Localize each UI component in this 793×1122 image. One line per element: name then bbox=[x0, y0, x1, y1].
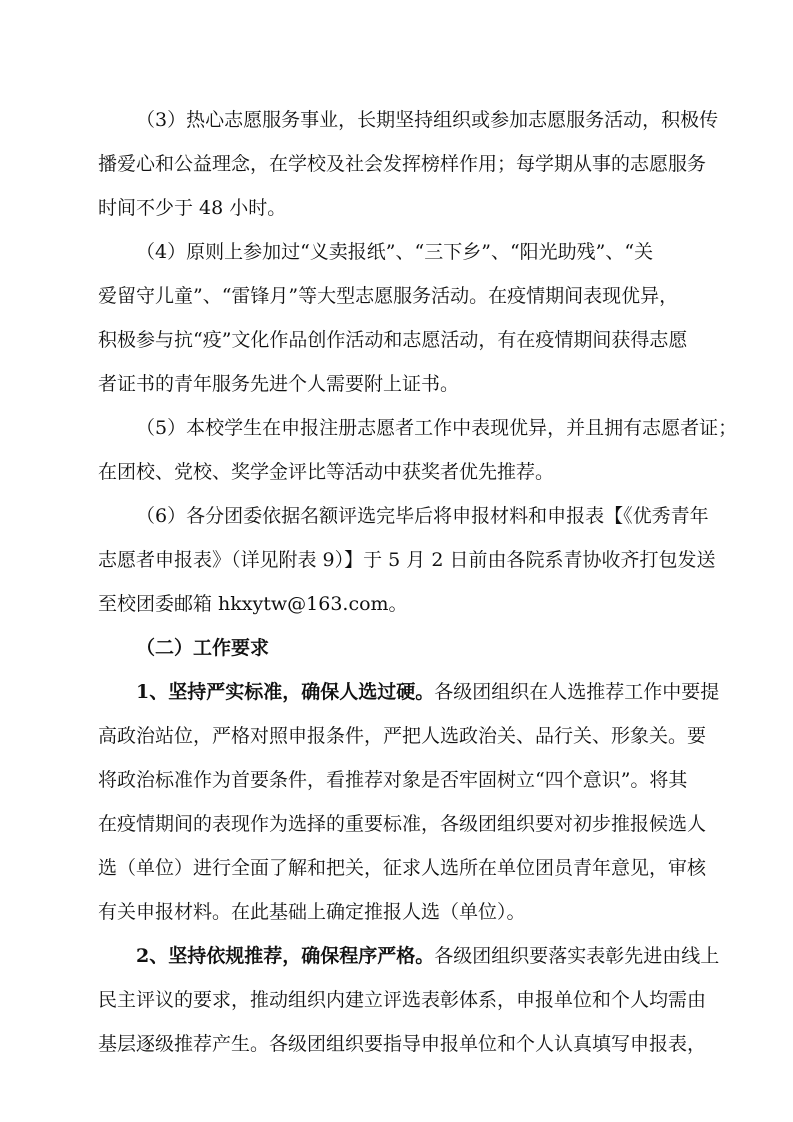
req2-first-rest: 各级团组织要落实表彰先进由线上 bbox=[434, 945, 720, 967]
p5-line-1: （5）本校学生在申报注册志愿者工作中表现优异，并且拥有志愿者证； bbox=[136, 417, 738, 439]
section-heading-text: （二）工作要求 bbox=[136, 637, 270, 659]
p4-line-4: 者证书的青年服务先进个人需要附上证书。 bbox=[98, 373, 460, 395]
req1-line-4: 在疫情期间的表现作为选择的重要标准，各级团组织要对初步推报候选人 bbox=[98, 813, 707, 835]
req1-line-6: 有关申报材料。在此基础上确定推报人选（单位）。 bbox=[98, 901, 526, 923]
p6-line-3: 至校团委邮箱 hkxytw@163.com。 bbox=[98, 593, 408, 615]
p5-line-2: 在团校、党校、奖学金评比等活动中获奖者优先推荐。 bbox=[98, 461, 555, 483]
p4-line-2: 爱留守儿童”、“雷锋月”等大型志愿服务活动。在疫情期间表现优异， bbox=[98, 285, 679, 307]
req2-line-1 bbox=[136, 943, 720, 969]
p6-line-1: （6）各分团委依据名额评选完毕后将申报材料和申报表【《优秀青年 bbox=[136, 505, 709, 527]
req1-line-1 bbox=[136, 679, 720, 705]
req2-line-3: 基层逐级推荐产生。各级团组织要指导申报单位和个人认真填写申报表， bbox=[98, 1033, 707, 1055]
req2-bold-lead: 2、坚持依规推荐，确保程序严格。 bbox=[136, 945, 435, 967]
p4-line-1: （4）原则上参加过“义卖报纸”、“三下乡”、“阳光助残”、“关 bbox=[136, 241, 654, 263]
p3-line-1: （3）热心志愿服务事业，长期坚持组织或参加志愿服务活动，积极传 bbox=[136, 109, 719, 131]
req1-first-rest: 各级团组织在人选推荐工作中要提 bbox=[434, 681, 720, 703]
req1-bold-lead: 1、坚持严实标准，确保人选过硬。 bbox=[136, 681, 435, 703]
p4-line-3: 积极参与抗“疫”文化作品创作活动和志愿活动，有在疫情期间获得志愿 bbox=[98, 329, 688, 351]
req1-line-5: 选（单位）进行全面了解和把关，征求人选所在单位团员青年意见，审核 bbox=[98, 857, 707, 879]
p3-line-3: 时间不少于 48 小时。 bbox=[98, 197, 287, 219]
section-heading bbox=[136, 635, 738, 661]
p6-line-2: 志愿者申报表》（详见附表 9）】于 5 月 2 日前由各院系青协收齐打包发送 bbox=[98, 549, 716, 571]
req1-line-2: 高政治站位，严格对照申报条件，严把人选政治关、品行关、形象关。要 bbox=[98, 725, 707, 747]
req1-line-3: 将政治标准作为首要条件，看推荐对象是否牢固树立“四个意识”。将其 bbox=[98, 769, 688, 791]
p3-line-2: 播爱心和公益理念，在学校及社会发挥榜样作用；每学期从事的志愿服务 bbox=[98, 153, 707, 175]
req2-line-2: 民主评议的要求，推动组织内建立评选表彰体系，申报单位和个人均需由 bbox=[98, 989, 707, 1011]
